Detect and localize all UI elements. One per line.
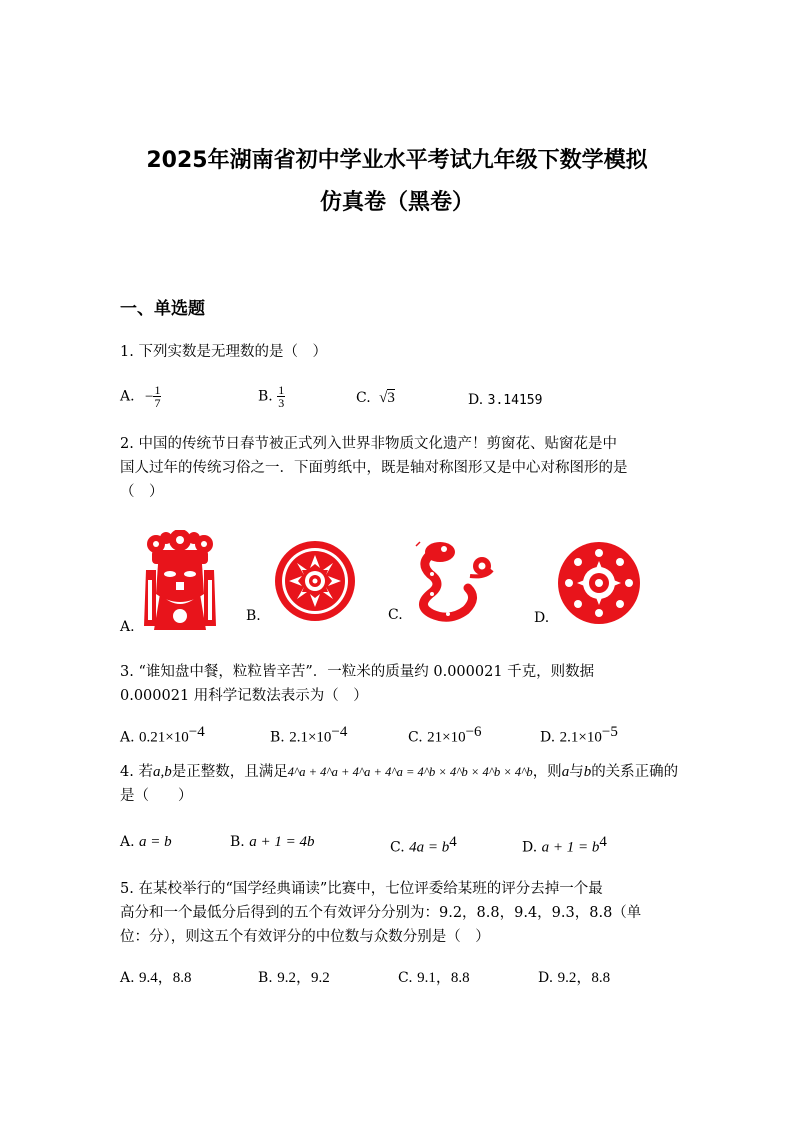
q2-option-a-label: A. [120, 619, 135, 635]
q1-option-a-sign: − [145, 388, 154, 405]
q3-option-a-coef: 0.21×10 [139, 729, 189, 746]
q4-option-d-expr: a + 1 = b [541, 839, 600, 856]
q4-option-a [120, 834, 172, 851]
q5-option-c-label: C. [398, 970, 413, 986]
q5-option-d-value: 9.2，8.8 [557, 970, 611, 986]
q3-option-c-exp: −6 [465, 724, 482, 740]
q3-stem-line2: 0.000021 用科学记数法表示为（ ） [120, 688, 368, 704]
question-5-stem [120, 877, 680, 949]
q4-stem-a: a [561, 764, 570, 780]
question-4-stem [120, 760, 700, 808]
q1-option-b [258, 384, 285, 409]
q4-stem-mid: 是正整数，且满足 [171, 764, 288, 780]
q1-option-d-value: 3.14159 [487, 393, 543, 408]
q5-option-b-label: B. [258, 970, 273, 986]
q5-stem-line3: 位：分），则这五个有效评分的中位数与众数分别是（ ） [120, 929, 490, 945]
q3-option-c-coef: 21×10 [427, 729, 466, 746]
q1-option-d [468, 392, 542, 408]
question-3-stem [120, 660, 680, 708]
q4-option-b [230, 834, 314, 851]
q4-option-c-expr: 4a = b [409, 839, 450, 856]
q3-option-b [270, 724, 347, 747]
q1-option-a-denominator: 7 [154, 396, 161, 410]
q3-option-d-exp: −5 [601, 724, 618, 740]
q4-stem-vars: a,b [152, 764, 172, 780]
q3-option-d-coef: 2.1×10 [559, 729, 602, 746]
page-title-line1: 2025年湖南省初中学业水平考试九年级下数学模拟 [146, 148, 648, 173]
q1-option-a-label: A. [120, 388, 135, 405]
q5-stem-line1: 5. 在某校举行的“国学经典诵读”比赛中，七位评委给某班的评分去掉一个最 [120, 881, 603, 897]
q4-option-b-expr: a + 1 = 4b [249, 834, 315, 850]
q1-option-a-fraction [153, 384, 161, 409]
q2-stem-line1: 2. 中国的传统节日春节被正式列入世界非物质文化遗产！剪窗花、贴窗花是中 [120, 436, 617, 452]
q4-option-c-exp: 4 [449, 834, 457, 850]
q2-option-d-label: D. [534, 610, 550, 626]
sqrt-icon: √ [379, 390, 388, 406]
q3-option-d [540, 724, 618, 747]
q2-stem-line3: （ ） [120, 484, 164, 500]
q1-option-c-label: C. [356, 390, 371, 406]
q3-option-b-exp: −4 [331, 724, 348, 740]
q3-option-a-exp: −4 [188, 724, 205, 740]
q1-option-c [356, 390, 395, 407]
q1-option-a [120, 384, 161, 409]
question-1-stem: 1. 下列实数是无理数的是（ ） [120, 344, 327, 360]
q3-option-c [408, 724, 482, 747]
q3-option-a [120, 724, 205, 747]
q3-option-b-coef: 2.1×10 [289, 729, 332, 746]
q3-stem-line1: 3. “谁知盘中餐，粒粒皆辛苦”．一粒米的质量约 0.000021 千克，则数据 [120, 664, 595, 680]
q4-stem-pre: 4. 若 [120, 764, 153, 780]
q2-option-b-label: B. [246, 608, 261, 624]
q2-option-c-label: C. [388, 607, 403, 623]
q1-option-b-fraction [277, 384, 285, 409]
q5-option-a-label: A. [120, 970, 135, 986]
opera-mask-papercut-icon [142, 530, 218, 632]
flower-papercut-icon [556, 541, 642, 625]
question-2-stem [120, 432, 680, 504]
q4-stem-line2: 是（ ） [120, 788, 193, 804]
snake-papercut-icon [410, 538, 496, 622]
q2-stem-line2: 国人过年的传统习俗之一．下面剪纸中，既是轴对称图形又是中心对称图形的是 [120, 460, 628, 476]
q4-option-b-label: B. [230, 834, 245, 850]
q5-option-b-value: 9.2，9.2 [277, 970, 330, 986]
q5-option-d-label: D. [538, 970, 554, 986]
q4-stem-line1 [120, 760, 700, 784]
round-papercut-icon [274, 540, 356, 622]
q4-stem-equation: 4^a + 4^a + 4^a + 4^a = 4^b × 4^b × 4^b × 4^b [287, 765, 533, 779]
q4-option-d [522, 834, 607, 857]
q3-option-a-label: A. [120, 729, 135, 746]
section-heading: 一、单选题 [120, 299, 205, 319]
q5-stem-line2: 高分和一个最低分后得到的五个有效评分分别为：9.2，8.8，9.4，9.3，8.8（单 [120, 905, 642, 921]
q1-option-d-label: D. [468, 392, 484, 408]
q5-option-c [398, 966, 470, 987]
q4-stem-with: 与 [569, 764, 584, 780]
q3-option-d-label: D. [540, 729, 556, 746]
q1-option-c-radicand: 3 [387, 390, 395, 406]
q4-option-a-label: A. [120, 834, 135, 850]
q4-option-d-exp: 4 [599, 834, 607, 850]
page-title-line2: 仿真卷（黑卷） [319, 190, 474, 215]
q3-option-b-label: B. [270, 729, 285, 746]
q5-option-b [258, 966, 330, 987]
q5-option-a [120, 966, 192, 987]
q4-option-d-label: D. [522, 839, 538, 856]
q5-option-a-value: 9.4，8.8 [139, 970, 192, 986]
q1-option-b-label: B. [258, 388, 273, 405]
q3-option-c-label: C. [408, 729, 423, 746]
q4-stem-end: 的关系正确的 [591, 764, 679, 780]
q1-option-a-numerator: 1 [154, 383, 161, 397]
q4-stem-post: ，则 [532, 764, 562, 780]
q4-option-c-label: C. [390, 839, 405, 856]
q5-option-c-value: 9.1，8.8 [417, 970, 470, 986]
q4-option-c [390, 834, 457, 857]
q1-option-b-numerator: 1 [278, 383, 285, 397]
q1-option-b-denominator: 3 [278, 396, 285, 410]
q5-option-d [538, 966, 610, 987]
q4-option-a-expr: a = b [139, 834, 172, 850]
q4-stem-b: b [583, 764, 592, 780]
